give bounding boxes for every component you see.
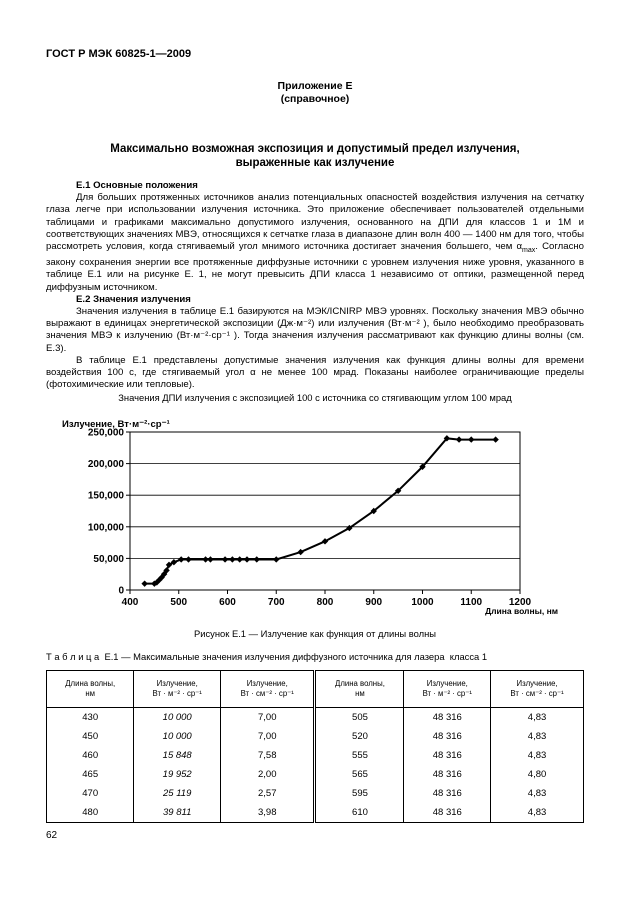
x-tick-label: 700 — [267, 597, 285, 608]
section-2-heading: Е.2 Значения излучения — [76, 293, 191, 305]
table-cell: 4,83 — [491, 746, 584, 765]
table-cell: 460 — [47, 746, 134, 765]
section-1-paragraph — [46, 192, 584, 294]
table-cell: 4,80 — [491, 765, 584, 784]
table-cell: 465 — [47, 765, 134, 784]
table-cell: 505 — [315, 708, 404, 728]
radiance-chart — [60, 410, 560, 625]
y-axis-label: Излучение, Вт·м⁻²·ср⁻¹ — [62, 419, 170, 430]
body-text — [46, 180, 584, 391]
table-cell: 2,57 — [221, 784, 315, 803]
y-tick-label: 200,000 — [87, 459, 124, 471]
table-cell: 25 119 — [134, 784, 221, 803]
table-cell: 19 952 — [134, 765, 221, 784]
table-cell: 4,83 — [491, 708, 584, 728]
table-cell: 39 811 — [134, 803, 221, 823]
x-tick-label: 900 — [365, 597, 383, 608]
table-cell: 7,00 — [221, 727, 315, 746]
section-1-text: Для больших протяженных источников анализ потенциальных опасностей воздействия излучения на сетчатку глаза легче при использовании излучения источника. Это приложение обеспечивает пользователей отдельными таблицами и графиками максимально допустимого излучения, основанного на ДПИ для классов 1 и 1М и соответствующих значениях МВЭ, относящихся к сетчатке глаза в диапазоне длин волн 400 — 1400 нм для того, чтобы рассмотреть условия, когда стягиваемый угол мнимого источника достигает значения большего, чем α — [46, 192, 584, 253]
table-header-cell: Излучение, Вт · см⁻² · ср⁻¹ — [221, 671, 315, 708]
table-cell: 7,00 — [221, 708, 315, 728]
title-line-1: Максимально возможная экспозиция и допустимый предел излучения, — [110, 143, 520, 155]
x-tick-label: 600 — [219, 597, 236, 608]
table-cell: 480 — [47, 803, 134, 823]
table-cell: 10 000 — [134, 708, 221, 728]
table-cell: 520 — [315, 727, 404, 746]
table-cell: 4,83 — [491, 784, 584, 803]
x-axis-label: Длина волны, нм — [485, 606, 558, 616]
x-tick-label: 800 — [316, 597, 334, 608]
table-body — [47, 708, 584, 823]
table-header-cell: Длина волны, нм — [47, 671, 134, 708]
x-tick-label: 1200 — [508, 597, 532, 608]
section-1-text-end: . Согласно закону сохранения энергии все протяженные диффузные источники с уровнем излучения ниже уровня, указанного в таблице Е.1 или на рисунке Е. 1, не могут превысить ДПИ класса 1 независимо от оптики, размещенной перед диффузным источником. — [46, 241, 585, 293]
table-header-row — [47, 671, 584, 708]
table-cell: 48 316 — [404, 746, 491, 765]
table-cell: 595 — [315, 784, 404, 803]
table-cell: 430 — [47, 708, 134, 728]
table-cell: 10 000 — [134, 727, 221, 746]
annex-heading — [0, 80, 630, 106]
radiance-table — [46, 670, 584, 823]
table-cell: 4,83 — [491, 727, 584, 746]
table-caption: Т а б л и ц а Е.1 — Максимальные значения излучения диффузного источника для лазера класса 1 — [46, 651, 488, 662]
x-tick-label: 500 — [170, 597, 188, 608]
table-cell: 450 — [47, 727, 134, 746]
section-2-paragraph-2: В таблице Е.1 представлены допустимые значения излучения как функция длины волны для времени воздействия 100 с, где стягиваемый угол α не менее 100 мрад. Показаны наиболее ограничивающие пределы (фотохимические или тепловые). — [46, 354, 584, 391]
document-header: ГОСТ Р МЭК 60825-1—2009 — [46, 48, 192, 60]
table-header-cell: Излучение, Вт · м⁻² · ср⁻¹ — [404, 671, 491, 708]
section-2-paragraph-1: Значения излучения в таблице Е.1 базируются на МЭК/ICNIRP МВЭ уровнях. Поскольку значения МВЭ обычно выражают в единицах энергетической экспозиции (Дж·м⁻²) или излучения (Вт·м⁻² ), было необходимо преобразовать значения МВЭ к излучению (Вт·м⁻²·ср⁻¹ ). Тогда значения излучения рассматривают как функцию длины волны (см. Е.3). — [46, 305, 584, 354]
annex-title: Приложение Е — [277, 80, 353, 92]
table-cell: 3,98 — [221, 803, 315, 823]
table-cell: 565 — [315, 765, 404, 784]
title-line-2: выраженные как излучение — [235, 157, 395, 169]
table-row — [47, 765, 584, 784]
annex-type: (справочное) — [280, 93, 350, 105]
table-cell: 7,58 — [221, 746, 315, 765]
page-number: 62 — [46, 830, 58, 841]
y-tick-label: 0 — [118, 585, 124, 597]
table-row — [47, 727, 584, 746]
table-cell: 4,83 — [491, 803, 584, 823]
table-cell: 555 — [315, 746, 404, 765]
section-1-heading: Е.1 Основные положения — [76, 180, 198, 191]
table-cell: 48 316 — [404, 708, 491, 728]
table-header-cell: Излучение, Вт · м⁻² · ср⁻¹ — [134, 671, 221, 708]
table-cell: 48 316 — [404, 803, 491, 823]
table-row — [47, 708, 584, 728]
table-cell: 48 316 — [404, 765, 491, 784]
plot-frame — [130, 432, 520, 590]
table-cell: 48 316 — [404, 784, 491, 803]
table-header-cell: Излучение, Вт · см⁻² · ср⁻¹ — [491, 671, 584, 708]
alpha-subscript: max — [522, 246, 536, 254]
table-row — [47, 803, 584, 823]
y-tick-label: 150,000 — [87, 490, 124, 502]
table-row — [47, 784, 584, 803]
y-tick-label: 50,000 — [93, 553, 124, 565]
y-tick-label: 100,000 — [87, 522, 124, 534]
x-tick-label: 400 — [121, 597, 139, 608]
table-header-cell: Длина волны, нм — [315, 671, 404, 708]
annex-main-title — [0, 142, 630, 170]
chart-heading: Значения ДПИ излучения с экспозицией 100 с источника со стягивающим углом 100 мрад — [118, 392, 512, 403]
y-tick-label: 250,000 — [87, 427, 124, 439]
table-cell: 2,00 — [221, 765, 315, 784]
figure-caption: Рисунок Е.1 — Излучение как функция от длины волны — [193, 628, 436, 639]
table-row — [47, 746, 584, 765]
table-cell: 610 — [315, 803, 404, 823]
table-cell: 48 316 — [404, 727, 491, 746]
table-cell: 470 — [47, 784, 134, 803]
x-tick-label: 1000 — [411, 597, 434, 608]
table-cell: 15 848 — [134, 746, 221, 765]
x-tick-label: 1100 — [460, 597, 483, 608]
